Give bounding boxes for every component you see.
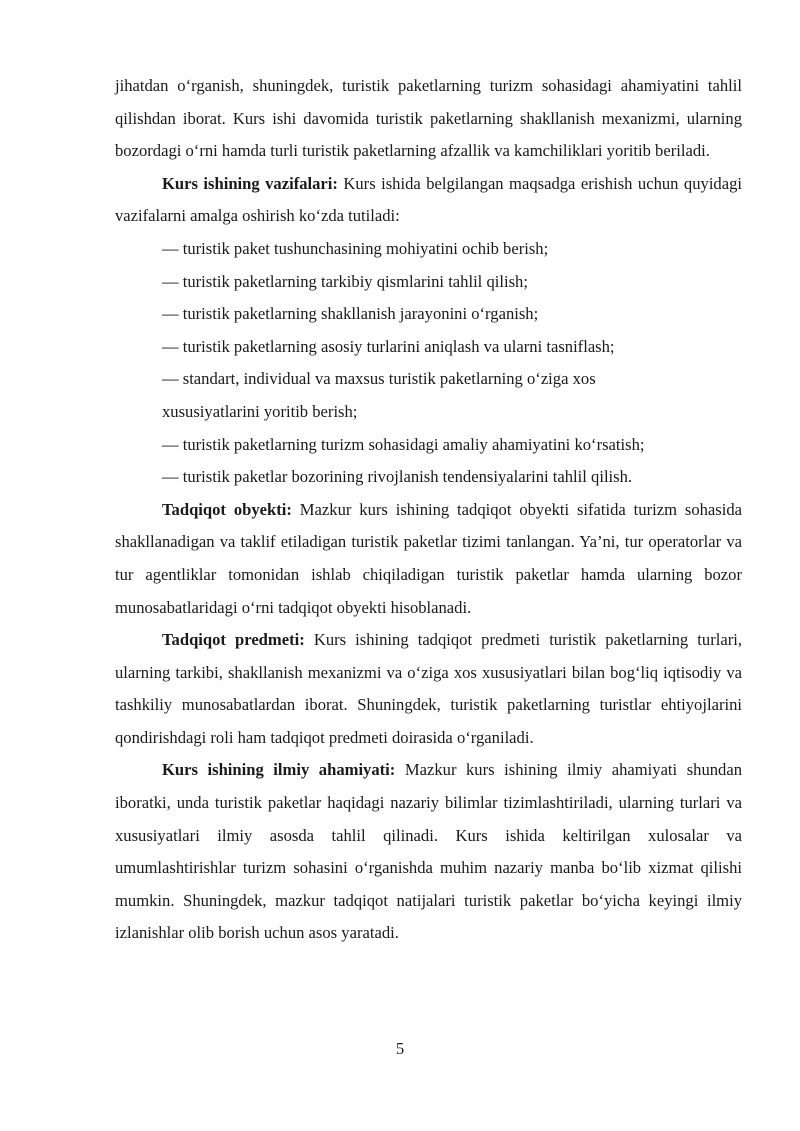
document-page [115,70,742,950]
subject-text: Kurs ishining tadqiqot predmeti turistik paketlarning turlari, ularning tarkibi, shakllanish mexanizmi va o‘ziga xos xususiyatlari bilan bog‘liq iqtisodiy va tashkiliy munosabatlardan iborat. Shuningdek, turistik paketlarning turistlar ehtiyojlarini qondirishdagi roli ham tadqiqot predmeti doirasida o‘rganiladi. [115,630,742,747]
list-item: — turistik paketlarning shakllanish jarayonini o‘rganish; [162,304,539,324]
intro-paragraph: jihatdan o‘rganish, shuningdek, turistik paketlarning turizm sohasidagi ahamiyatini tahlil qilishdan iborat. Kurs ishi davomida turistik paketlarning shakllanish mexanizmi, ularning bozordagi o‘rni hamda turli turistik paketlarning afzallik va kamchiliklari yoritib beriladi. [115,76,742,161]
tasks-text: Kurs ishida belgilangan maqsadga erishish uchun quyidagi vazifalarni amalga oshirish ko‘zda tutiladi: [115,173,742,226]
list-item: — standart, individual va maxsus turistik paketlarning o‘ziga xos xususiyatlarini yoritib berish; [162,369,596,421]
significance-heading: Kurs ishining ilmiy ahamiyati: [162,760,396,780]
list-item: — turistik paketlarning asosiy turlarini aniqlash va ularni tasniflash; [162,336,615,356]
tasks-list [115,233,742,494]
subject-paragraph [115,624,742,754]
significance-text: Mazkur kurs ishining ilmiy ahamiyati shundan iboratki, unda turistik paketlar haqidagi nazariy bilimlar tizimlashtiriladi, ularning turlari va xususiyatlari ilmiy asosda tahlil qilinadi. Kurs ishida keltirilgan xulosalar va umumlashtirishlar turizm sohasini o‘rganishda muhim nazariy manba bo‘lib xizmat qilishi mumkin. Shuningdek, mazkur tadqiqot natijalari turistik paketlar bo‘yicha keyingi ilmiy izlanishlar olib borish uchun asos yaratadi. [115,760,742,943]
list-item: — turistik paketlar bozorining rivojlanish tendensiyalarini tahlil qilish. [162,467,633,487]
list-item: — turistik paketlarning turizm sohasidagi amaliy ahamiyatini ko‘rsatish; [162,434,645,454]
list-item: — turistik paketlarning tarkibiy qismlarini tahlil qilish; [162,271,528,291]
tasks-paragraph [115,168,742,233]
significance-paragraph [115,754,742,950]
object-text: Mazkur kurs ishining tadqiqot obyekti sifatida turizm sohasida shakllanadigan va taklif etiladigan turistik paketlar tizimi tanlangan. Ya’ni, tur operatorlar va tur agentliklar tomonidan ishlab chiqiladigan turistik paketlar hamda ularning bozor munosabatlaridagi o‘rni tadqiqot obyekti hisoblanadi. [115,499,743,617]
tasks-heading: Kurs ishining vazifalari: [162,173,338,193]
page-number: 5 [395,1039,405,1058]
subject-heading: Tadqiqot predmeti: [162,630,305,650]
object-heading: Tadqiqot obyekti: [162,499,292,519]
object-paragraph [115,494,742,624]
list-item: — turistik paket tushunchasining mohiyatini ochib berish; [162,238,549,258]
